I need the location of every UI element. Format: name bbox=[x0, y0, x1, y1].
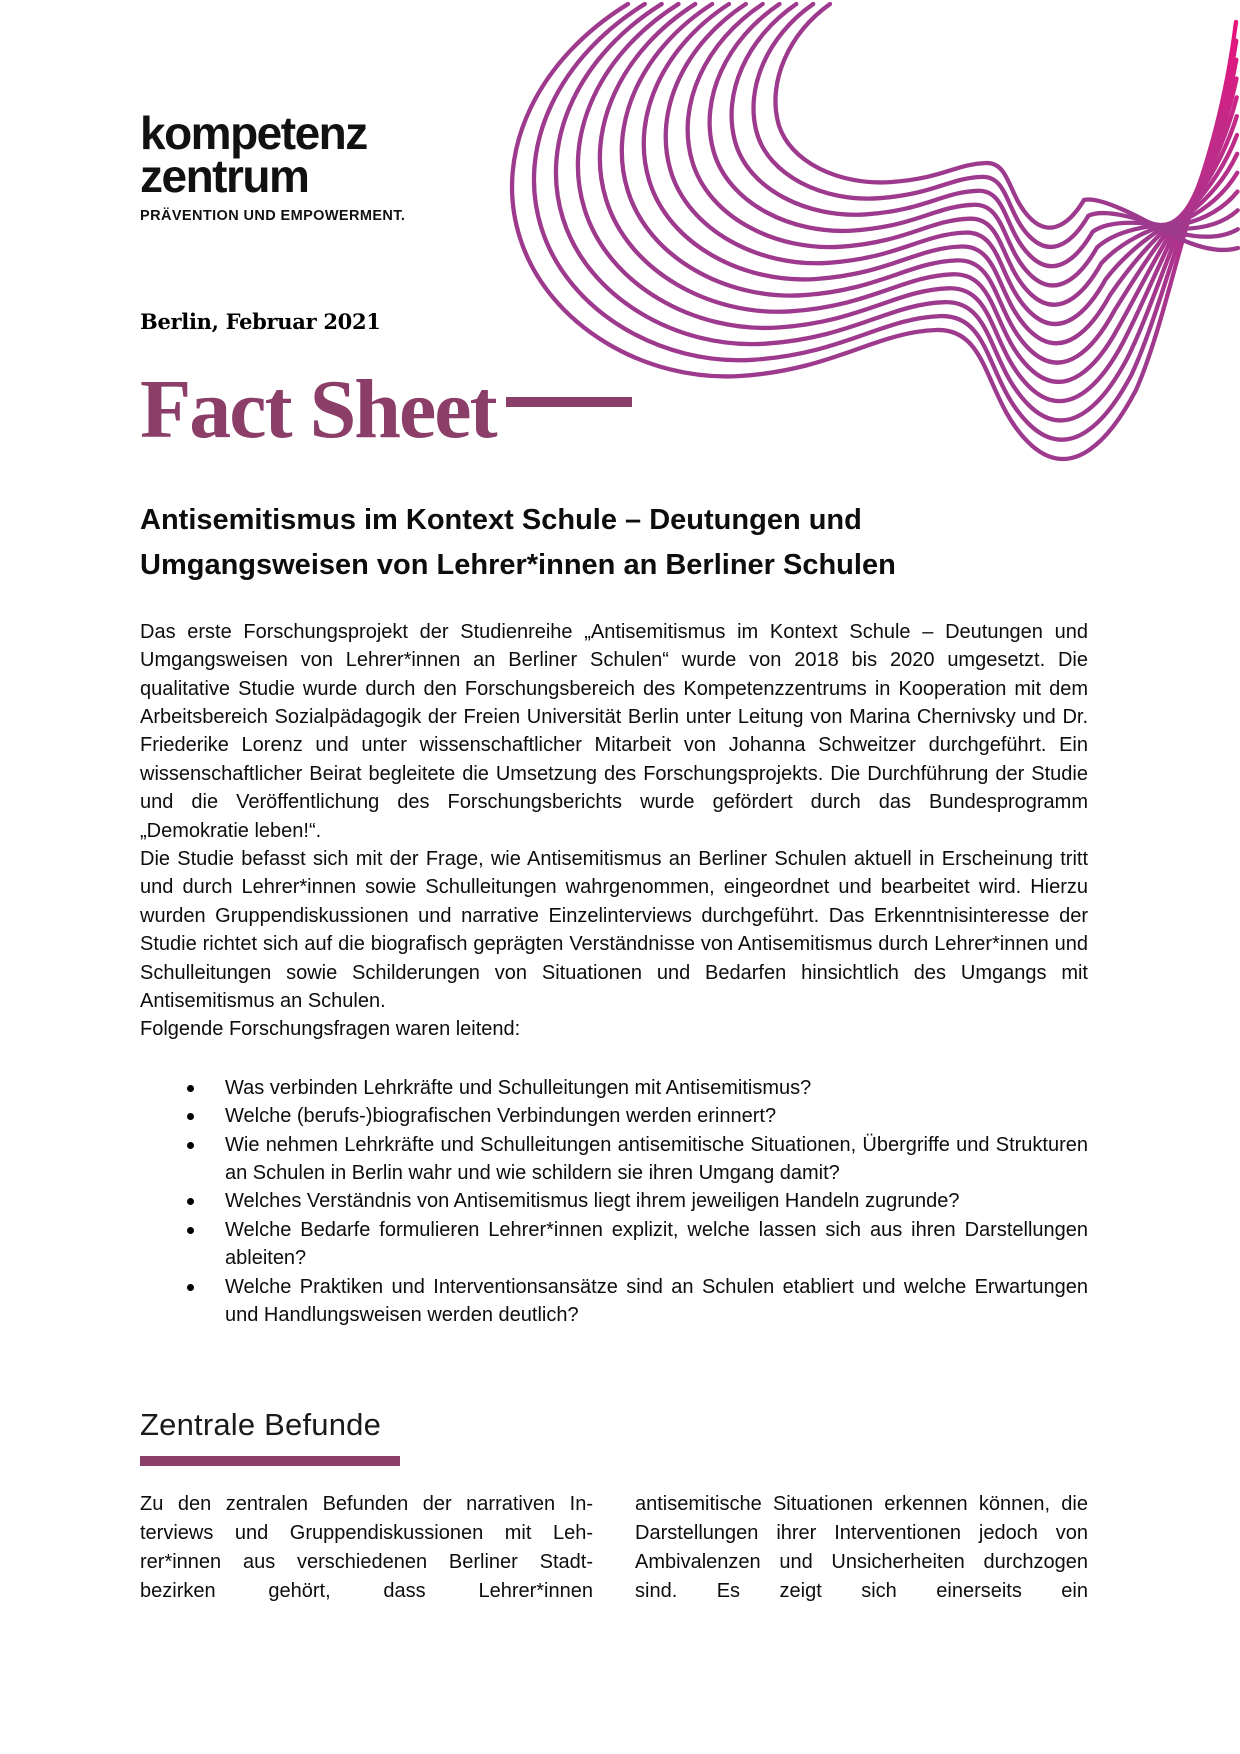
research-question-item bbox=[225, 1187, 1088, 1215]
logo-word-zentrum: zentrum bbox=[140, 149, 309, 202]
page-title-text: Fact Sheet bbox=[140, 363, 496, 457]
research-question-text: Welche Bedarfe formulieren Lehrer*innen explizit, welche lassen sich aus ihren Darstellungen ableiten? bbox=[225, 1218, 1088, 1270]
bullet-icon bbox=[187, 1142, 194, 1149]
findings-column-left: Zu den zentralen Befunden der narrativen Interviews und Gruppendiskussionen mit Lehrer*innen aus verschiedenen Berliner Stadtbezirken gehört, dass Lehrer*innen bbox=[140, 1493, 593, 1603]
findings-two-column-text bbox=[140, 1490, 1088, 1606]
intro-paragraph-1: Das erste Forschungsprojekt der Studienreihe „Antisemitismus im Kontext Schule – Deutungen und Umgangsweisen von Lehrer*innen an Berliner Schulen“ wurde von 2018 bis 2020 umgesetzt. Die qualitative Studie wurde durch den Forschungsbereich des Kompetenzzentrums in Kooperation mit dem Arbeitsbereich Sozialpädagogik der Freien Universität Berlin unter Leitung von Marina Chernivsky und Dr. Friederike Lorenz und unter wissenschaftlicher Mitarbeit von Johanna Schweitzer durchgeführt. Ein wissenschaftlicher Beirat begleitete die Umsetzung des Forschungsprojekts. Die Durchführung der Studie und die Veröffentlichung des Forschungsberichts wurde gefördert durch das Bundesprogramm „Demokratie leben!“. bbox=[140, 620, 1088, 842]
research-question-item bbox=[225, 1131, 1088, 1188]
bullet-icon bbox=[187, 1284, 194, 1291]
intro-paragraph-3: Folgende Forschungsfragen waren leitend: bbox=[140, 1018, 521, 1041]
research-question-text: Wie nehmen Lehrkräfte und Schulleitungen antisemitische Situationen, Übergriffe und Strukturen an Schulen in Berlin wahr und wie schildern sie ihren Umgang damit? bbox=[225, 1133, 1088, 1184]
research-questions-list bbox=[140, 1074, 1088, 1330]
research-question-item bbox=[225, 1074, 1088, 1102]
findings-heading: Zentrale Befunde bbox=[140, 1407, 382, 1443]
research-question-item bbox=[225, 1102, 1088, 1130]
logo-tagline: PRÄVENTION UND EMPOWERMENT. bbox=[140, 207, 406, 224]
document-subtitle-line2: Umgangsweisen von Lehrer*innen an Berliner Schulen bbox=[140, 548, 896, 581]
research-question-text: Welches Verständnis von Antisemitismus liegt ihrem jeweiligen Handeln zugrunde? bbox=[225, 1190, 960, 1213]
research-question-text: Was verbinden Lehrkräfte und Schulleitungen mit Antisemitismus? bbox=[225, 1076, 812, 1099]
intro-paragraph-2: Die Studie befasst sich mit der Frage, wie Antisemitismus an Berliner Schulen aktuell in Erscheinung tritt und durch Lehrer*innen sowie Schulleitungen wahrgenommen, eingeordnet und bearbeitet wird. Hierzu wurden Gruppendiskussionen und narrative Einzelinterviews durchgeführt. Das Erkenntnisinteresse der Studie richtet sich auf die biografisch geprägten Verständnisse von Antisemitismus durch Lehrer*innen und Schulleitungen sowie Schilderungen von Situationen und Bedarfen hinsichtlich des Umgangs mit Antisemitismus an Schulen. bbox=[140, 848, 1088, 1012]
kompetenzzentrum-logo bbox=[140, 107, 1088, 224]
findings-section bbox=[140, 1407, 1088, 1606]
research-question-item bbox=[225, 1216, 1088, 1273]
bullet-icon bbox=[187, 1113, 194, 1120]
document-subtitle-line1: Antisemitismus im Kontext Schule – Deutungen und bbox=[140, 504, 862, 537]
document-subtitle bbox=[140, 498, 1088, 588]
dateline: Berlin, Februar 2021 bbox=[140, 309, 381, 335]
page-title bbox=[140, 363, 1088, 457]
findings-heading-rule bbox=[140, 1456, 400, 1466]
bullet-icon bbox=[187, 1085, 194, 1092]
logo-word-kompetenz: kompetenz bbox=[140, 107, 367, 159]
intro-section bbox=[140, 618, 1088, 1044]
findings-column-right: antisemitische Situationen erkennen können, die Darstellungen ihrer Interventionen jedoch von Ambivalenzen und Unsicherheiten durchzogen sind. Es zeigt sich einerseits ein bbox=[635, 1493, 1088, 1603]
research-question-text: Welche Praktiken und Interventionsansätze sind an Schulen etabliert und welche Erwartungen und Handlungsweisen werden deutlich? bbox=[225, 1275, 1088, 1326]
research-question-text: Welche (berufs-)biografischen Verbindungen werden erinnert? bbox=[225, 1105, 777, 1128]
bullet-icon bbox=[187, 1227, 194, 1234]
research-question-item bbox=[225, 1273, 1088, 1330]
title-dash-decoration bbox=[506, 397, 632, 407]
bullet-icon bbox=[187, 1198, 194, 1205]
page-header bbox=[140, 107, 1088, 224]
